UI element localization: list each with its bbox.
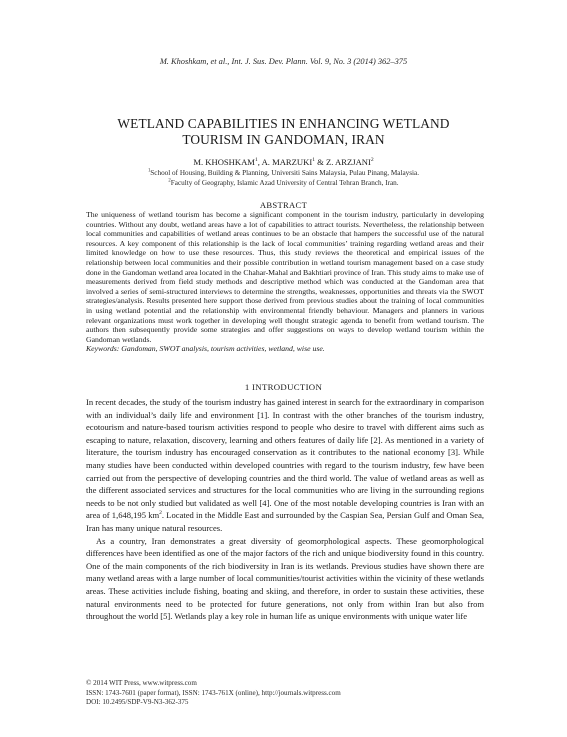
affiliation-2 [0,179,567,187]
paragraph-1 [86,396,484,535]
km-squared-superscript: 2 [159,510,162,517]
affiliation-1-mark: 1 [147,168,151,174]
abstract-heading: ABSTRACT [259,200,308,210]
author-3: & Z. ARZJANI [314,157,371,167]
abstract-block [86,210,484,354]
affiliation-1 [0,169,567,177]
author-1: M. KHOSHKAM [193,157,255,167]
issn-line: ISSN: 1743-7601 (paper format), ISSN: 1743-761X (online), http://journals.witpress.com [86,688,341,697]
paper-title: WETLAND CAPABILITIES IN ENHANCING WETLAND TOURISM IN GANDOMAN, IRAN [117,116,450,147]
paragraph-1-text-b: . Located in the Middle East and surrounded by the Caspian Sea, Persian Gulf and Oman Sea, Iran has many unique natural resources. [86,510,484,533]
author-1-affil: 1 [254,157,258,164]
running-head: M. Khoshkam, et al., Int. J. Sus. Dev. Plann. Vol. 9, No. 3 (2014) 362–375 [159,57,408,66]
section-heading-introduction: 1 INTRODUCTION [244,382,323,392]
introduction-body [86,396,484,623]
paragraph-1-text-a: In recent decades, the study of the tourism industry has gained interest in search for the extraordinary in comparison with an individual’s daily life and environment [1]. In contrast with the other branches of the tourism industry, ecotourism and nature-based tourism activities respond to people who desire to travel with different aims such as escaping to nature, relaxation, discovery, learning and others features of daily life [2]. As mentioned in a variety of literature, the tourism industry has encouraged conservation as it contributes to the national economy [3]. While many studies have been conducted within developed countries with regard to the tourism industry, few have been carried out from the perspective of developing countries and the third world. The value of wetland areas as well as the different associated services and structures for the local communities who are living in the surrounding regions needs to be not only studied but validated as well [4]. One of the most notable developing countries is Iran with an area of 1,648,195 km [86,397,484,521]
author-3-affil: 2 [370,157,374,164]
page-footer [86,679,484,708]
affiliation-2-mark: 2 [168,178,171,184]
paragraph-2: As a country, Iran demonstrates a great diversity of geomorphological aspects. These geomorphological differences have been identified as one of the major factors of the rich and unique biodiversity found in this country. One of the main components of the rich biodiversity in Iran is its wetlands. Previous studies have shown there are many wetland areas with a large number of local communities/tourist activities within the vicinity of these wetlands areas. These activities include fishing, boating and skiing, and therefore, in order to sustain these activities, these natural environments need to be protected for future generations, not only from within Iran but also from throughout the world [5]. Wetlands play a key role in human life as unique environments with unique water life [86,535,484,622]
author-2: , A. MARZUKI [257,157,313,167]
author-2-affil: 1 [312,157,315,164]
author-line [0,157,567,167]
keywords: Keywords: Gandoman, SWOT analysis, tourism activities, wetland, wise use. [86,344,325,354]
abstract-text: The uniqueness of wetland tourism has become a significant component in the tourism industry, particularly in developing countries. Without any doubt, wetland areas have a lot of capabilities to attract tourists. Nevertheless, the relationship between local communities and capabilities of wetland areas continues to be an obstacle that hampers the successful use of the natural resources. A key component of this relationship is the lack of local communities’ training regarding wetland areas and their limited knowledge on how to use these resources. Thus, this study reviews the theoretical and empirical issues of the relationship between local communities and their possible contribution in wetland tourism management based on a case study done in the Gandoman wetland area located in the Chahar-Mahal and Bakhtiari province of Iran. This study aims to make use of measurements derived from field study methods and descriptive method which was conducted at the Gandoman area that involved a series of semi-structured interviews to determine the strengths, weaknesses, opportunities and threats via the SWOT strategies/analysis. Results presented here support those derived from previous studies about the training of local communities in using wetland potential and the relationship with environmental friendly behaviour. Managers and planners in various relevant organizations must work together in developing well thought strategic agenda to benefit from wetland tourism. The authors then subsequently provide some strategies and offer suggestions on ways to develop wetland tourism within the Gandoman wetlands. [86,210,484,344]
affiliation-1-text: School of Housing, Building & Planning, Universiti Sains Malaysia, Pulau Pinang, Malaysia. [150,169,420,177]
copyright-line: © 2014 WIT Press, www.witpress.com [86,679,197,687]
doi-line: DOI: 10.2495/SDP-V9-N3-362-375 [86,698,189,707]
affiliation-2-text: Faculty of Geography, Islamic Azad University of Central Tehran Branch, Iran. [170,179,399,187]
